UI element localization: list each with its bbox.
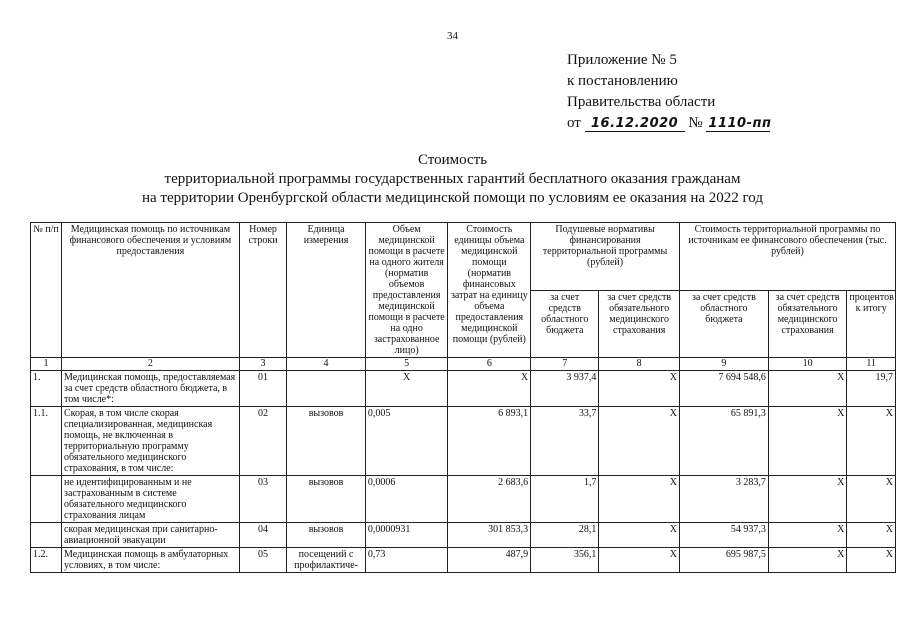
row-cost-oms: X (768, 407, 847, 476)
title-line-1: Стоимость (417, 152, 488, 168)
row-percent: X (847, 523, 896, 548)
row-volume: 0,0006 (365, 476, 448, 523)
row-percent: X (847, 548, 896, 573)
row-norm-budget: 3 937,4 (531, 371, 599, 407)
row-line: 05 (239, 548, 287, 573)
col-number: 1 (31, 358, 62, 371)
header-unit: Единица измерения (287, 223, 366, 358)
table-row (31, 523, 896, 548)
col-number: 6 (448, 358, 531, 371)
row-cost-budget: 695 987,5 (679, 548, 768, 573)
row-unit: посещений с профилактиче- (287, 548, 366, 573)
col-number: 2 (62, 358, 240, 371)
row-cost-budget: 3 283,7 (679, 476, 768, 523)
row-cost-oms: X (768, 548, 847, 573)
col-number: 10 (768, 358, 847, 371)
row-cost: 6 893,1 (448, 407, 531, 476)
row-norm-budget: 356,1 (531, 548, 599, 573)
handwritten-date: 16.12.2020 (585, 117, 685, 132)
date-prefix: от (567, 115, 581, 131)
header-care-type: Медицинская помощь по источникам финансового обеспечения и условиям предоставления (62, 223, 240, 358)
row-cost-budget: 7 694 548,6 (679, 371, 768, 407)
row-percent: X (847, 476, 896, 523)
row-volume: 0,73 (365, 548, 448, 573)
row-cost: 487,9 (448, 548, 531, 573)
row-cost: 301 853,3 (448, 523, 531, 548)
header-unit-cost: Стоимость единицы объема медицинской помощи (норматив финансовых затрат на единицу объема предоставления медицинской помощи (рублей) (448, 223, 531, 358)
row-cost: X (448, 371, 531, 407)
page-number: 34 (447, 30, 458, 42)
col-number: 11 (847, 358, 896, 371)
row-volume: X (365, 371, 448, 407)
row-unit: вызовов (287, 523, 366, 548)
row-name: Медицинская помощь в амбулаторных условиях, в том числе: (62, 548, 240, 573)
row-norm-oms: X (599, 548, 680, 573)
header-percent: процентов к итогу (847, 290, 896, 358)
table-row (31, 476, 896, 523)
appendix-line-2: к постановлению (567, 73, 678, 89)
row-norm-budget: 28,1 (531, 523, 599, 548)
table-header-row-1 (31, 223, 896, 291)
row-cost-budget: 54 937,3 (679, 523, 768, 548)
col-number: 5 (365, 358, 448, 371)
row-norm-budget: 33,7 (531, 407, 599, 476)
row-num: 1.1. (31, 407, 62, 476)
row-num (31, 523, 62, 548)
cost-table (30, 222, 896, 573)
row-norm-oms: X (599, 407, 680, 476)
row-num: 1. (31, 371, 62, 407)
header-per-capita-budget: за счет средств областного бюджета (531, 290, 599, 358)
row-volume: 0,0000931 (365, 523, 448, 548)
row-percent: 19,7 (847, 371, 896, 407)
row-cost-oms: X (768, 523, 847, 548)
row-unit (287, 371, 366, 407)
appendix-line-3: Правительства области (567, 94, 716, 110)
number-prefix: № (688, 115, 703, 131)
row-cost-oms: X (768, 476, 847, 523)
title-line-2: территориальной программы государственных гарантий бесплатного оказания гражданам (164, 171, 741, 187)
row-unit: вызовов (287, 476, 366, 523)
appendix-line-1: Приложение № 5 (567, 52, 677, 68)
handwritten-number: 1110-пп (708, 116, 772, 131)
column-number-row (31, 358, 896, 371)
row-name: Медицинская помощь, предоставляемая за счет средств областного бюджета, в том числе*: (62, 371, 240, 407)
row-norm-oms: X (599, 476, 680, 523)
row-name: Скорая, в том числе скорая специализированная, медицинская помощь, не включенная в территориальную программу обязательного медицинского страхования, в том числе: (62, 407, 240, 476)
row-cost-oms: X (768, 371, 847, 407)
header-cost-oms: за счет средств обязательного медицинского страхования (768, 290, 847, 358)
header-per-capita-oms: за счет средств обязательного медицинского страхования (599, 290, 680, 358)
row-norm-oms: X (599, 371, 680, 407)
row-name: скорая медицинская при санитарно-авиационной эвакуации (62, 523, 240, 548)
table-row (31, 548, 896, 573)
table-row (31, 407, 896, 476)
header-per-capita-group: Подушевые нормативы финансирования территориальной программы (рублей) (531, 223, 680, 291)
header-cost-budget: за счет средств областного бюджета (679, 290, 768, 358)
col-number: 7 (531, 358, 599, 371)
row-line: 02 (239, 407, 287, 476)
row-norm-budget: 1,7 (531, 476, 599, 523)
row-volume: 0,005 (365, 407, 448, 476)
table-row (31, 371, 896, 407)
header-line-number: Номер строки (239, 223, 287, 358)
row-line: 03 (239, 476, 287, 523)
title-line-3: на территории Оренбургской области медицинской помощи по условиям ее оказания на 2022 год (141, 190, 764, 206)
header-program-cost-group: Стоимость территориальной программы по источникам ее финансового обеспечения (тыс. рублей) (679, 223, 895, 291)
row-norm-oms: X (599, 523, 680, 548)
row-num: 1.2. (31, 548, 62, 573)
row-unit: вызовов (287, 407, 366, 476)
row-line: 01 (239, 371, 287, 407)
row-percent: X (847, 407, 896, 476)
row-name: не идентифицированным и не застрахованным в системе обязательного медицинского страхования лицам (62, 476, 240, 523)
document-title (0, 151, 905, 208)
row-cost-budget: 65 891,3 (679, 407, 768, 476)
row-line: 04 (239, 523, 287, 548)
row-cost: 2 683,6 (448, 476, 531, 523)
appendix-date-line (567, 113, 770, 134)
appendix-block (567, 50, 770, 134)
header-volume: Объем медицинской помощи в расчете на одного жителя (норматив объемов предоставления медицинской помощи в расчете на одно застрахованное лицо) (365, 223, 448, 358)
col-number: 9 (679, 358, 768, 371)
col-number: 8 (599, 358, 680, 371)
header-num: № п/п (31, 223, 62, 358)
col-number: 4 (287, 358, 366, 371)
col-number: 3 (239, 358, 287, 371)
row-num (31, 476, 62, 523)
